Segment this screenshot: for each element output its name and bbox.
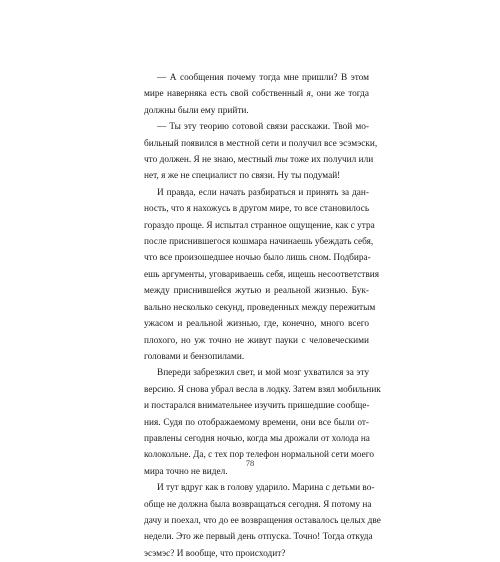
text-line: нет, я же не специалист по связи. Ну ты подумай! — [144, 171, 341, 182]
body-text — [131, 70, 381, 562]
text-line: недели. Это же первый день отпуска. Точно! Тогда откуда — [144, 532, 373, 543]
paragraph-3 — [131, 185, 379, 365]
text-line: гораздо проще. Я испытал странное ощущение, как с утра — [144, 220, 375, 231]
text-line: мире наверняка есть свой собственный я, они же тогда — [144, 89, 369, 100]
text-line: эсэмэс? И вообще, что происходит? — [144, 548, 286, 559]
text-line: ния. Судя по отображаемому времени, они все были от- — [144, 417, 369, 428]
text-line: между приснившейся жутью и реальной жизнью. Бук- — [144, 286, 369, 297]
text-line: плохого, но уж точно не живут пауки с человеческими — [144, 335, 369, 346]
text-line: после приснившегося кошмара начинаешь убеждать себя, — [144, 237, 374, 248]
text-line: — А сообщения почему тогда мне пришли? В этом — [157, 73, 369, 83]
page-number: 78 — [245, 458, 255, 468]
text-line: обще не должна была возвращаться сегодня. Я потому на — [144, 499, 372, 510]
text-line: правлены сегодня ночью, когда мы дрожали от холода на — [144, 433, 370, 444]
text-line: мира точно не видел. — [144, 466, 228, 477]
emphasis: ты — [274, 155, 288, 166]
paragraph-5 — [131, 480, 381, 562]
text-line: И тут вдруг как в голову ударило. Марина с детьми во- — [157, 483, 375, 494]
text-line: вально несколько секунд, проведенных между пережитым — [144, 302, 376, 313]
text-line: — Ты эту теорию сотовой связи расскажи. Твой мо- — [157, 122, 369, 133]
text-line: колокольне. Да, с тех пор телефон нормальной сети моего — [144, 450, 374, 461]
text-line: головами и бензопилами. — [144, 351, 245, 362]
text-line: что все произошедшее ночью было лишь сном. Подбира- — [144, 253, 371, 264]
text-line: что должен. Я не знаю, местный ты тоже их получил или — [144, 155, 374, 166]
text-line: должны были ему прийти. — [144, 105, 249, 116]
text-line: ешь аргументы, уговариваешь себя, ищешь несоответствия — [144, 269, 379, 280]
text-line: и постарался внимательнее изучить пришедшие сообще- — [144, 401, 370, 412]
paragraph-1 — [131, 70, 369, 119]
text-line: ужасом и реальной жизнью, где, конечно, много всего — [144, 319, 369, 330]
text-line: дачу и поехал, что до ее возвращения оставалось целых две — [144, 515, 381, 526]
text-line: И правда, если начать разбираться и принять за дан- — [157, 187, 369, 198]
text-line: ность, что я нахожусь в другом мире, то все становилось — [144, 204, 370, 215]
paragraph-2 — [131, 119, 378, 185]
emphasis: я — [306, 89, 311, 100]
text-line: Впереди забрезжил свет, и мой мозг ухватился за эту — [157, 368, 369, 379]
text-line: бильный появился в местной сети и получил все эсэмэски, — [144, 138, 378, 149]
text-line: версию. Я снова убрал весла в лодку. Затем взял мобильник — [144, 384, 381, 395]
